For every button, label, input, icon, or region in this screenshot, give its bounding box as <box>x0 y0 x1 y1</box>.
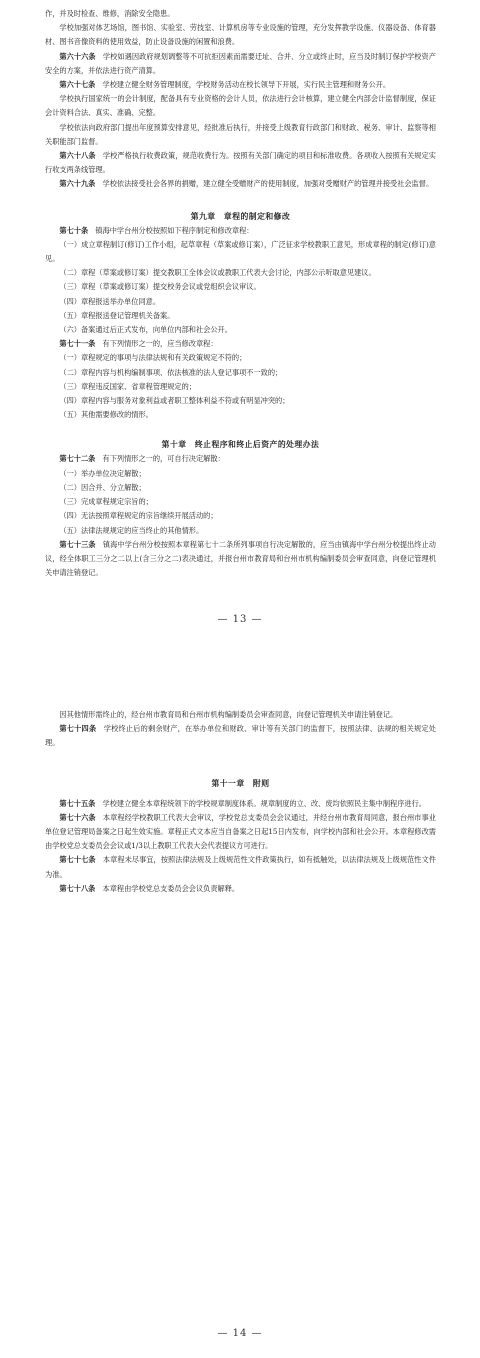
paragraph <box>45 21 436 49</box>
paragraph-text: 本章程未尽事宜，按照法律法规及上级规范性文件政策执行，如有抵触处，以法律法规及上级规范性文件为准。 <box>45 855 436 879</box>
paragraph <box>45 266 436 280</box>
spacer <box>45 751 436 777</box>
article-number: 第六十八条 <box>59 151 96 161</box>
article-paragraph <box>45 722 436 750</box>
paragraph-text: （五）法律法规规定的应当终止的其他情形。 <box>59 525 204 535</box>
article-paragraph <box>45 177 436 191</box>
paragraph-text: （二）章程（草案或修订案）提交教职工全体会议或教职工代表大会讨论，内部公示听取意见建议。 <box>59 268 376 278</box>
page-number: — 13 — <box>217 614 263 625</box>
paragraph <box>45 467 436 481</box>
paragraph-text: 学校加强对体艺场馆，图书馆、实验室、劳技室、计算机房等专业设施的管理，充分发挥教学设施、仪器设备、体育器材、图书音像资料的使用效益，防止设备设施的闲置和浪费。 <box>45 23 436 47</box>
paragraph-text: （一）章程规定的事项与法律法规和有关政策规定不符的； <box>59 353 247 363</box>
paragraph <box>45 509 436 523</box>
paragraph-text: 有下列情形之一的，可自行决定解散： <box>95 454 225 464</box>
paragraph <box>45 238 436 266</box>
paragraph <box>45 524 436 538</box>
article-paragraph <box>45 337 436 351</box>
article-number: 第七十六条 <box>59 812 96 822</box>
article-paragraph <box>45 811 436 854</box>
spacer <box>45 192 436 210</box>
chapter-heading: 第九章 章程的制定和修改 <box>190 211 291 221</box>
paragraph <box>45 380 436 394</box>
paragraph <box>45 394 436 408</box>
article-paragraph <box>45 78 436 92</box>
page-14-body <box>0 700 480 896</box>
paragraph <box>45 351 436 365</box>
paragraph-text: （四）无法按照章程规定的宗旨继续开展活动的； <box>59 511 218 521</box>
paragraph-text: 学校执行国家统一的会计制度，配备具有专业资格的会计人员，依法进行会计核算，建立健全内部会计监督制度，保证会计资料合法、真实、准确、完整。 <box>45 94 436 118</box>
paragraph <box>45 481 436 495</box>
paragraph-text: 学校严格执行收费政策，规范收费行为。按照有关部门确定的项目和标准收费。各项收入按照有关规定实行收支两条线管理。 <box>45 151 436 175</box>
paragraph-text: （一）成立章程制订(修订)工作小组，起草章程（草案或修订案），广泛征求学校教职工意见，形成章程的制定(修订)意见。 <box>45 239 436 264</box>
paragraph <box>45 366 436 380</box>
article-number: 第七十三条 <box>59 539 96 549</box>
paragraph-text: （三）章程（草案或修订案）提交校务会议或党组织会议审议。 <box>59 282 261 292</box>
paragraph-text: （三）完成章程规定宗旨的； <box>59 497 153 507</box>
paragraph-text: 有下列情形之一的，应当修改章程： <box>95 339 218 349</box>
paragraph-text: 本章程经学校教职工代表大会审议，学校党总支委员会会议通过，并经台州市教育局同意，报台州市事业单位登记管理局备案之日起生效实施。章程正式文本应当自备案之日起15日内发布，向学校内部和社会公开。本章程修改需由学校党总支委员会会议或1/3以上教职工代表大会代表提议方可进行。 <box>45 812 436 851</box>
article-paragraph <box>45 882 436 896</box>
article-paragraph <box>45 797 436 811</box>
article-number: 第七十一条 <box>59 339 96 349</box>
article-paragraph <box>45 853 436 881</box>
spacer <box>45 422 436 438</box>
document-page-14 <box>0 700 480 1358</box>
article-number: 第七十二条 <box>59 454 96 464</box>
article-paragraph <box>45 538 436 581</box>
paragraph-text: （二）因合并、分立解散； <box>59 482 146 492</box>
paragraph-text: 镇海中学台州分校按照本章程第七十二条所列事项自行决定解散的，应当由镇海中学台州分校提出终止动议，经全体职工三分之二以上(含三分之二)表决通过，并报台州市教育局和台州市机构编制委员会审查同意，向登记管理机关申请注销登记。 <box>45 539 436 578</box>
article-number: 第七十条 <box>59 225 89 235</box>
article-number: 第六十九条 <box>59 179 96 189</box>
paragraph-text: （五）其他需要修改的情形。 <box>59 410 153 420</box>
article-number: 第六十六条 <box>59 51 96 61</box>
paragraph-text: 学校建立健全财务管理制度，学校财务活动在校长领导下开展，实行民主管理和财务公开。 <box>95 80 391 90</box>
paragraph <box>45 92 436 120</box>
article-number: 第六十七条 <box>59 80 96 90</box>
paragraph-text: （六）备案通过后正式发布，向单位内部和社会公开。 <box>59 325 232 335</box>
paragraph <box>45 295 436 309</box>
paragraph-text: 镇海中学台州分校按照如下程序制定和修改章程： <box>88 225 254 235</box>
paragraph-text: 作，并及时检查、维修，消除安全隐患。 <box>45 9 175 18</box>
paragraph-text: 因其他情形需终止的，经台州市教育局和台州市机构编制委员会审查同意，向登记管理机关申请注销登记。 <box>59 710 398 719</box>
paragraph-text: 本章程由学校党总支委员会会议负责解释。 <box>95 883 240 893</box>
article-paragraph <box>45 224 436 238</box>
paragraph <box>45 309 436 323</box>
paragraph <box>45 408 436 422</box>
paragraph-text: （四）章程内容与服务对象利益或者职工整体利益不符或有明显冲突的； <box>59 396 290 406</box>
paragraph <box>45 323 436 337</box>
paragraph-text: 学校依法接受社会各界的捐赠，建立健全受赠财产的使用制度，加强对受赠财产的管理并接受社会监督。 <box>95 179 434 189</box>
paragraph <box>45 495 436 509</box>
article-paragraph <box>45 452 436 466</box>
paragraph-text: 学校建立健全本章程统领下的学校规章制度体系。规章制度的立、改、废均依照民主集中制程序进行。 <box>95 798 426 808</box>
document-page-13 <box>0 0 480 640</box>
article-number: 第七十四条 <box>59 724 97 734</box>
article-number: 第七十五条 <box>59 798 96 808</box>
paragraph-text: 学校如遇因政府规划调整等不可抗拒因素而需要迁址、合并、分立或终止时，应当及时制订保护学校资产安全的方案，并依法进行资产清算。 <box>45 51 436 75</box>
chapter-heading: 第十一章 附则 <box>211 778 270 788</box>
article-number: 第七十七条 <box>59 855 96 865</box>
paragraph <box>45 7 436 21</box>
paragraph <box>45 280 436 294</box>
paragraph-text: （三）章程违反国家、省章程管理规定的； <box>59 381 196 391</box>
paragraph <box>45 121 436 149</box>
chapter-heading: 第十章 终止程序和终止后资产的处理办法 <box>161 440 320 450</box>
paragraph-text: （四）章程报送举办单位同意。 <box>59 296 161 306</box>
paragraph-text: （一）举办单位决定解散； <box>59 468 146 478</box>
paragraph-text: （二）章程内容与机构编制事项、依法核准的法人登记事项不一致的； <box>59 367 283 377</box>
paragraph <box>45 708 436 722</box>
article-paragraph <box>45 149 436 177</box>
paragraph-text: 学校依法向政府部门提出年度预算安排意见，经批准后执行，并接受上级教育行政部门和财政、税务、审计、监察等相关职能部门监督。 <box>45 122 436 146</box>
paragraph-text: 学校终止后的剩余财产，在举办单位和财政、审计等有关部门的监督下，按照法律、法规的相关规定处理。 <box>45 724 436 748</box>
article-paragraph <box>45 50 436 78</box>
page-number: — 14 — <box>217 1328 263 1339</box>
page-13-body <box>0 0 480 580</box>
paragraph-text: （五）章程报送登记管理机关备案。 <box>59 310 175 320</box>
article-number: 第七十八条 <box>59 883 96 893</box>
